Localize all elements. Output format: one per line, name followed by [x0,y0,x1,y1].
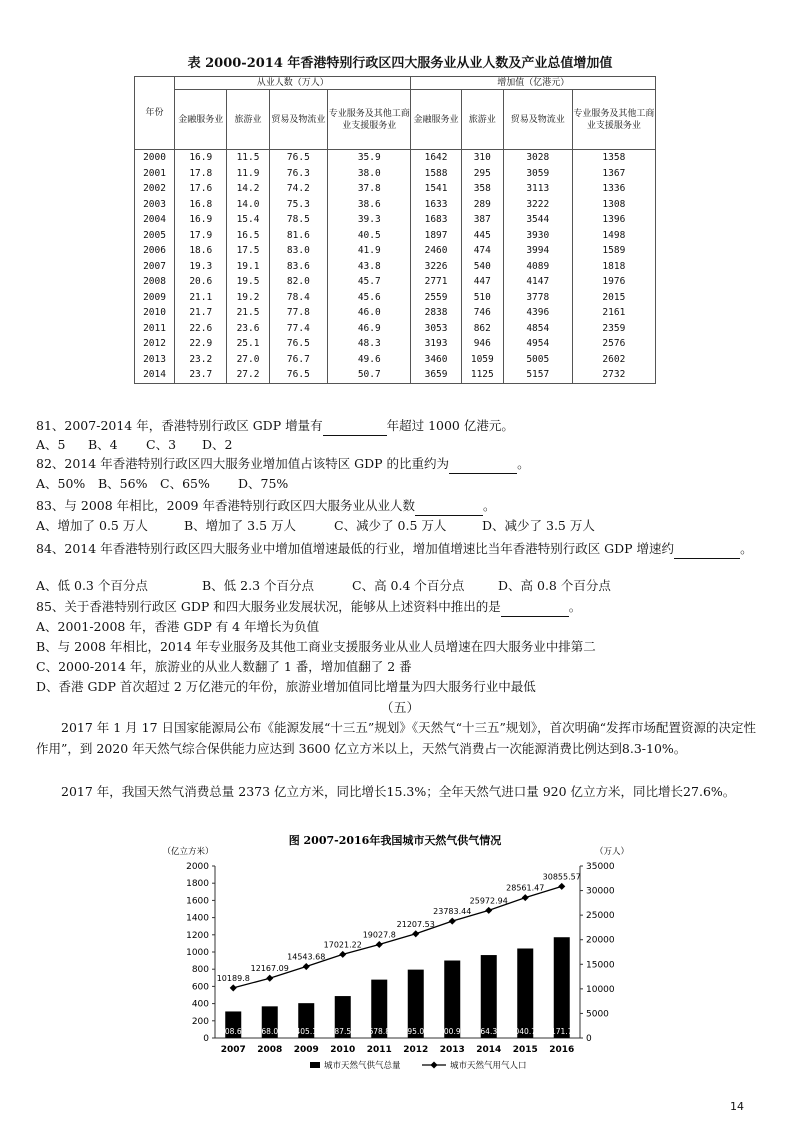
option: A、低 0.3 个百分点 [36,578,148,593]
table-cell: 445 [461,228,503,244]
bar-value-label: 487.58 [329,1027,356,1036]
right-tick-label: 25000 [586,911,615,922]
table-cell: 76.5 [269,367,328,383]
options-84 [36,576,611,595]
year-cell: 2012 [135,336,175,352]
table-cell: 1897 [411,228,461,244]
year-cell: 2011 [135,321,175,337]
table-row [135,305,656,321]
answer-blank [674,539,740,559]
year-cell: 2006 [135,243,175,259]
bar-value-label: 308.64 [220,1027,247,1036]
table-cell: 1498 [572,228,655,244]
table-cell: 21.5 [227,305,269,321]
table-cell: 37.8 [328,181,411,197]
table-cell: 11.9 [227,166,269,182]
year-cell: 2010 [135,305,175,321]
table-cell: 2460 [411,243,461,259]
table-cell: 3113 [503,181,572,197]
line-value-label: 25972.94 [469,896,508,906]
legend-line-marker [430,1061,437,1068]
table-cell: 540 [461,259,503,275]
option: B、低 2.3 个百分点 [202,578,315,593]
table-cell: 15.4 [227,212,269,228]
table-cell: 1976 [572,274,655,290]
line-value-label: 30855.57 [542,872,581,882]
table-cell: 81.6 [269,228,328,244]
table-cell: 5005 [503,352,572,368]
line-point [376,941,383,948]
left-tick-label: 1600 [186,896,209,907]
table-cell: 41.9 [328,243,411,259]
left-tick-label: 1000 [186,948,209,958]
answer-blank [501,597,569,617]
chart-title: 图 2007-2016年我国城市天然气供气情况 [288,834,502,847]
line-point [449,918,456,925]
table-cell: 76.5 [269,150,328,166]
table-cell: 1588 [411,166,461,182]
table-cell: 38.0 [328,166,411,182]
table-cell: 76.5 [269,336,328,352]
table-cell: 18.6 [175,243,227,259]
line-point [522,894,529,901]
table-cell: 11.5 [227,150,269,166]
table-cell: 17.9 [175,228,227,244]
left-tick-label: 1200 [186,930,209,941]
table-cell: 35.9 [328,150,411,166]
table-cell: 1818 [572,259,655,275]
col-header: 金融服务业 [411,90,461,150]
question-83: 83、与 2008 年相比，2009 年香港特别行政区四大服务业从业人数 。 [36,496,495,516]
x-tick-label: 2012 [403,1045,429,1055]
table-cell: 2559 [411,290,461,306]
col-header: 贸易及物流业 [503,90,572,150]
left-tick-label: 0 [203,1034,209,1044]
left-tick-label: 800 [191,965,209,976]
col-header: 旅游业 [461,90,503,150]
bar-value-label: 405.1 [295,1027,317,1036]
table-cell: 3930 [503,228,572,244]
answer-blank [415,496,483,516]
table-row [135,150,656,166]
option: A、5 [36,437,66,452]
line-point [339,951,346,958]
table-cell: 76.3 [269,166,328,182]
option-85-c: C、2000-2014 年，旅游业的从业人数翻了 1 番，增加值翻了 2 番 [36,659,412,674]
table-row [135,336,656,352]
table-cell: 1633 [411,197,461,213]
table-cell: 3659 [411,367,461,383]
table-cell: 1367 [572,166,655,182]
bar-value-label: 368.04 [256,1027,283,1036]
page-number: 14 [730,1100,744,1113]
table-cell: 4396 [503,305,572,321]
table-cell: 2732 [572,367,655,383]
table-cell: 2161 [572,305,655,321]
table-cell: 387 [461,212,503,228]
question-84: 84、2014 年香港特别行政区四大服务业中增加值增速最低的行业，增加值增速比当年香港特别行政区 GDP 增速约 。 [36,539,764,559]
table-cell: 3778 [503,290,572,306]
right-tick-label: 35000 [586,862,615,872]
table-cell: 3226 [411,259,461,275]
year-cell: 2004 [135,212,175,228]
question-85: 85、关于香港特别行政区 GDP 和四大服务业发展状况，能够从上述资料中推出的是 。 [36,597,581,617]
table-cell: 20.6 [175,274,227,290]
table-cell: 82.0 [269,274,328,290]
table-cell: 16.8 [175,197,227,213]
table-cell: 3222 [503,197,572,213]
table-cell: 23.7 [175,367,227,383]
table-cell: 45.6 [328,290,411,306]
x-tick-label: 2011 [366,1045,392,1055]
legend-bar-label: 城市天然气供气总量 [324,1061,401,1071]
table-cell: 46.9 [328,321,411,337]
line-point [558,883,565,890]
x-tick-label: 2010 [330,1045,356,1055]
answer-blank [449,454,517,474]
line-value-label: 28561.47 [506,883,545,893]
x-tick-label: 2009 [293,1045,319,1055]
left-tick-label: 600 [191,982,209,993]
table-cell: 46.0 [328,305,411,321]
table-cell: 48.3 [328,336,411,352]
line-value-label: 23783.44 [433,907,472,917]
table-cell: 17.5 [227,243,269,259]
table-cell: 510 [461,290,503,306]
answer-blank [323,416,387,436]
question-81: 81、2007-2014 年，香港特别行政区 GDP 增量有 年超过 1000 亿港元。 [36,416,514,436]
option: C、65% [160,476,210,491]
table-cell: 14.0 [227,197,269,213]
table-cell: 358 [461,181,503,197]
right-tick-label: 30000 [586,886,615,897]
line-value-label: 19027.8 [362,930,396,940]
bar-value-label: 678.8 [368,1027,390,1036]
line-value-label: 21207.53 [396,919,435,929]
x-tick-label: 2008 [257,1045,283,1055]
x-tick-label: 2014 [476,1045,502,1055]
year-cell: 2007 [135,259,175,275]
table-cell: 1683 [411,212,461,228]
table-cell: 22.6 [175,321,227,337]
table-cell: 447 [461,274,503,290]
table-cell: 50.7 [328,367,411,383]
table-cell: 25.1 [227,336,269,352]
line-point [485,907,492,914]
left-tick-label: 1400 [186,913,209,924]
table-row [135,352,656,368]
paragraph: 2017 年 1 月 17 日国家能源局公布《能源发展“十三五”规划》《天然气“十三五”规划》，首次明确“发挥市场配置资源的决定性作用”，到 2020 年天然气综合保供能力应达到 3600 亿立方米以上，天然气消费占一次能源消费比例达到8.3-10%。 [36,720,756,756]
option: B、56% [98,476,148,491]
table-cell: 289 [461,197,503,213]
table-cell: 2015 [572,290,655,306]
table-cell: 75.3 [269,197,328,213]
line-point [412,930,419,937]
line-point [266,975,273,982]
option: B、4 [88,437,118,452]
option: D、75% [238,476,289,491]
table-cell: 2838 [411,305,461,321]
option: D、2 [202,437,233,452]
table-cell: 74.2 [269,181,328,197]
table-row [135,166,656,182]
option: A、50% [36,476,86,491]
year-cell: 2005 [135,228,175,244]
table-row [135,197,656,213]
table-cell: 49.6 [328,352,411,368]
table-cell: 1396 [572,212,655,228]
table-cell: 83.0 [269,243,328,259]
line-value-label: 14543.68 [287,952,326,962]
table-cell: 3028 [503,150,572,166]
table-cell: 19.3 [175,259,227,275]
group-header-value-added: 增加值（亿港元） [411,77,656,90]
options-83 [36,516,595,535]
table-row [135,228,656,244]
option-85-d: D、香港 GDP 首次超过 2 万亿港元的年份，旅游业增加值同比增量为四大服务行业中最低 [36,679,536,694]
data-table [134,76,656,384]
col-header: 专业服务及其他工商业支援服务业 [328,90,411,150]
table-cell: 3193 [411,336,461,352]
table-cell: 3544 [503,212,572,228]
option: C、高 0.4 个百分点 [352,578,465,593]
chart [160,826,630,1076]
table-cell: 1589 [572,243,655,259]
right-tick-label: 5000 [586,1009,609,1020]
line-point [303,963,310,970]
table-cell: 78.5 [269,212,328,228]
table-cell: 27.0 [227,352,269,368]
line-value-label: 17021.22 [323,940,362,950]
col-header: 专业服务及其他工商业支援服务业 [572,90,655,150]
option: C、3 [146,437,177,452]
year-cell: 2014 [135,367,175,383]
table-cell: 474 [461,243,503,259]
options-81 [36,435,232,454]
table-cell: 4089 [503,259,572,275]
table-cell: 16.9 [175,212,227,228]
legend-bar-swatch [310,1062,320,1068]
x-tick-label: 2013 [439,1045,465,1055]
bar-supply [554,937,570,1038]
table-cell: 38.6 [328,197,411,213]
table-cell: 3460 [411,352,461,368]
line-value-label: 10189.8 [216,973,250,983]
option: C、减少了 0.5 万人 [334,518,447,533]
x-tick-label: 2007 [220,1045,246,1055]
table-cell: 19.1 [227,259,269,275]
bar-value-label: 1040.79 [509,1027,541,1036]
legend-line-label: 城市天然气用气人口 [450,1061,527,1071]
line-value-label: 12167.09 [250,964,289,974]
option: A、增加了 0.5 万人 [36,518,148,533]
right-tick-label: 20000 [586,935,615,946]
bar-value-label: 795.04 [402,1027,429,1036]
option: B、增加了 3.5 万人 [184,518,297,533]
table-cell: 83.6 [269,259,328,275]
table-cell: 1336 [572,181,655,197]
chart-svg [160,826,630,1076]
left-axis-label: （亿立方米） [162,847,214,857]
table-cell: 1125 [461,367,503,383]
option-85-a: A、2001-2008 年，香港 GDP 有 4 年增长为负值 [36,619,320,634]
year-cell: 2000 [135,150,175,166]
table-cell: 43.8 [328,259,411,275]
table-cell: 78.4 [269,290,328,306]
year-cell: 2008 [135,274,175,290]
table-cell: 310 [461,150,503,166]
table-cell: 2771 [411,274,461,290]
table-row [135,290,656,306]
bar-value-label: 900.99 [439,1027,466,1036]
col-header: 金融服务业 [175,90,227,150]
table-cell: 23.2 [175,352,227,368]
option: D、减少了 3.5 万人 [482,518,595,533]
right-tick-label: 15000 [586,960,615,971]
table-cell: 21.7 [175,305,227,321]
year-cell: 2001 [135,166,175,182]
table-cell: 27.2 [227,367,269,383]
table-row [135,274,656,290]
table-cell: 76.7 [269,352,328,368]
question-82: 82、2014 年香港特别行政区四大服务业增加值占该特区 GDP 的比重约为 。 [36,454,530,474]
table-cell: 4147 [503,274,572,290]
table-cell: 5157 [503,367,572,383]
paragraph: 2017 年，我国天然气消费总量 2373 亿立方米，同比增长15.3%；全年天然气进口量 920 亿立方米，同比增长27.6%。 [61,784,736,799]
col-header-year: 年份 [135,77,175,150]
table-row [135,181,656,197]
option-85-b: B、与 2008 年相比，2014 年专业服务及其他工商业支援服务业从业人员增速在四大服务业中排第二 [36,639,596,654]
left-tick-label: 200 [191,1016,209,1027]
options-82 [36,474,288,493]
table-cell: 3053 [411,321,461,337]
table-row [135,243,656,259]
table-cell: 4954 [503,336,572,352]
table-cell: 746 [461,305,503,321]
table-cell: 295 [461,166,503,182]
table-cell: 3994 [503,243,572,259]
line-point [230,984,237,991]
col-header: 旅游业 [227,90,269,150]
table-cell: 3059 [503,166,572,182]
table-cell: 1059 [461,352,503,368]
table-cell: 45.7 [328,274,411,290]
table-cell: 39.3 [328,212,411,228]
table-title: 表 2000-2014 年香港特别行政区四大服务业从业人数及产业总值增加值 [187,56,613,71]
table-cell: 22.9 [175,336,227,352]
table-cell: 16.9 [175,150,227,166]
right-tick-label: 10000 [586,984,615,995]
year-cell: 2009 [135,290,175,306]
x-tick-label: 2016 [549,1045,575,1055]
table-cell: 862 [461,321,503,337]
table-cell: 1541 [411,181,461,197]
table-cell: 19.5 [227,274,269,290]
table-cell: 2602 [572,352,655,368]
table-row [135,367,656,383]
left-tick-label: 400 [191,999,209,1010]
bar-supply [517,948,533,1038]
table-cell: 2359 [572,321,655,337]
x-tick-label: 2015 [512,1045,538,1055]
year-cell: 2002 [135,181,175,197]
table-cell: 19.2 [227,290,269,306]
table-row [135,321,656,337]
option: D、高 0.8 个百分点 [498,578,611,593]
bar-supply [481,955,497,1038]
table-row [135,259,656,275]
table-cell: 17.8 [175,166,227,182]
table-cell: 14.2 [227,181,269,197]
col-header: 贸易及物流业 [269,90,328,150]
group-header-employment: 从业人数（万人） [175,77,411,90]
bar-value-label: 964.38 [475,1027,502,1036]
table-cell: 77.8 [269,305,328,321]
table-cell: 946 [461,336,503,352]
table-cell: 40.5 [328,228,411,244]
section-heading: （五） [380,701,420,716]
left-tick-label: 2000 [186,862,209,872]
table-cell: 77.4 [269,321,328,337]
table-cell: 4854 [503,321,572,337]
year-cell: 2013 [135,352,175,368]
table-cell: 1358 [572,150,655,166]
right-tick-label: 0 [586,1034,592,1044]
left-tick-label: 1800 [186,879,209,890]
table-cell: 17.6 [175,181,227,197]
year-cell: 2003 [135,197,175,213]
table-cell: 21.1 [175,290,227,306]
bar-value-label: 1171.72 [546,1027,578,1036]
table-cell: 1642 [411,150,461,166]
table-cell: 1308 [572,197,655,213]
table-cell: 16.5 [227,228,269,244]
table-cell: 2576 [572,336,655,352]
table-row [135,212,656,228]
table-cell: 23.6 [227,321,269,337]
right-axis-label: （万人） [594,847,630,857]
